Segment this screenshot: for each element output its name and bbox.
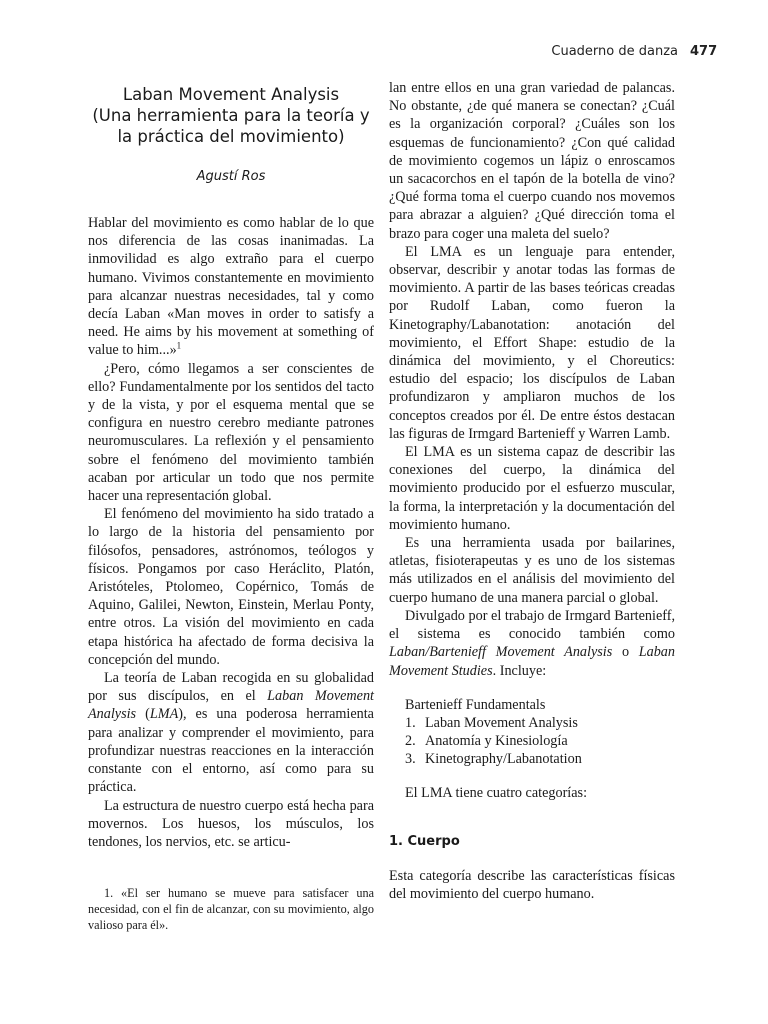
title-line-1: Laban Movement Analysis: [122, 85, 340, 104]
paragraph: El fenómeno del movimiento ha sido tratado a lo largo de la historia del pensamiento por filósofos, pensadores, astrónomos, teólogos y físicos. Pongamos por caso Heráclito, Platón, Aristóteles, Ptolomeo, Copérnico, Tomás de Aquino, Galilei, Newton, Einstein, Merlau Ponty, entre otros. La visión del movimiento en cada etapa histórica ha afectado de forma decisiva la concepción del mundo.: [88, 506, 374, 668]
list-item: 2. Anatomía y Kinesiología: [405, 732, 568, 749]
title-line-3: la práctica del movimiento): [117, 127, 345, 146]
list-intro: Bartenieff Fundamentals: [405, 696, 546, 713]
running-title: Cuaderno de danza: [551, 44, 678, 59]
categories-intro: El LMA tiene cuatro categorías:: [405, 784, 588, 801]
list-item: 1. Laban Movement Analysis: [405, 714, 578, 731]
footnote-marker: 1: [176, 340, 182, 351]
list-item: 3. Kinetography/Labanotation: [405, 750, 582, 767]
paragraph: ¿Pero, cómo llegamos a ser conscientes de ello? Fundamentalmente por los sentidos del tacto y de la vista, y por el esquema mental que se configura en nuestro cerebro mediante patrones neuromusculares. La reflexión y el pensamiento sobre el fenómeno del movimiento también acaban por articular un todo que nos permite hacer una representación global.: [88, 360, 374, 505]
article-title: [88, 84, 374, 147]
left-column: [88, 82, 374, 851]
paragraph: El LMA es un lenguaje para entender, observar, describir y anotar todas las formas de movimiento. A partir de las bases teóricas creadas por Rudolf Laban, como fueron la Kinetography/Labanotation: anotación del movimiento, el Effort Shape: estudio de la dinámica del movimiento, y el Choreutics: estudio del espacio; los discípulos de Laban profundizaron y ampliaron muchos de los conceptos creados por él. De entre éstos destacan las figuras de Irmgard Bartenieff y Warren Lamb.: [389, 243, 675, 442]
right-column: [389, 82, 675, 903]
section-paragraph: Esta categoría describe las características físicas del movimiento del cuerpo humano.: [389, 867, 675, 902]
paragraph: La teoría de Laban recogida en su globalidad por sus discípulos, en el Laban Movement Analysis (LMA), es una poderosa herramienta para analizar y comprender el movimiento, para profundizar nuestras reacciones en la interacción constante con el entorno, así como para su práctica.: [88, 670, 375, 796]
paragraph: El LMA es un sistema capaz de describir las conexiones del cuerpo, la dinámica del movimiento producido por el esfuerzo muscular, la forma, la interpretación y la documentación del movimiento humano.: [389, 444, 675, 533]
paragraph: Divulgado por el trabajo de Irmgard Bartenieff, el sistema es conocido también como Laban/Bartenieff Movement Analysis o Laban Movement Studies. Incluye:: [389, 607, 675, 679]
title-line-2: (Una herramienta para la teoría y: [92, 106, 370, 125]
page-number: 477: [690, 44, 718, 59]
paragraph: lan entre ellos en una gran variedad de palancas. No obstante, ¿de qué manera se conectan? ¿Cuál es la organización corporal? ¿Cuáles son los esquemas de funcionamiento? ¿Con qué calidad de movimiento cogemos un lápiz o enroscamos un sacacorchos en el tapón de la botella de vino? ¿Qué forma toma el cuerpo cuando nos movemos para abrazar a alguien? ¿Qué dirección toma el brazo para coger una maleta del suelo?: [389, 80, 675, 242]
paragraph: Hablar del movimiento es como hablar de lo que nos diferencia de las cosas inanimadas. La inmovilidad es algo extraño para el cuerpo humano. Vivimos constantemente en movimiento para alcanzar nuestras necesidades, tal y como decía Laban «Man moves in order to satisfy a need. He aims by his movement at something of value to him...»$^1$: [88, 215, 374, 359]
section-heading: 1. Cuerpo: [389, 833, 460, 849]
footnote-text: «El ser humano se mueve para satisfacer una necesidad, con el fin de alcanzar, con su movimiento, algo valioso para él».: [88, 886, 374, 932]
left-body: [88, 214, 374, 851]
paragraph: Es una herramienta usada por bailarines, atletas, fisioterapeutas y es uno de los sistemas más utilizados en el análisis del movimiento del cuerpo humano de una manera parcial o global.: [389, 535, 675, 606]
paragraph: La estructura de nuestro cuerpo está hecha para movernos. Los huesos, los músculos, los tendones, los nervios, etc. se articu-: [88, 797, 374, 850]
footnote-number: 1.: [104, 886, 114, 900]
footnote: [88, 885, 374, 933]
author-name: Agustí Ros: [196, 169, 266, 184]
includes-list: [389, 696, 675, 768]
